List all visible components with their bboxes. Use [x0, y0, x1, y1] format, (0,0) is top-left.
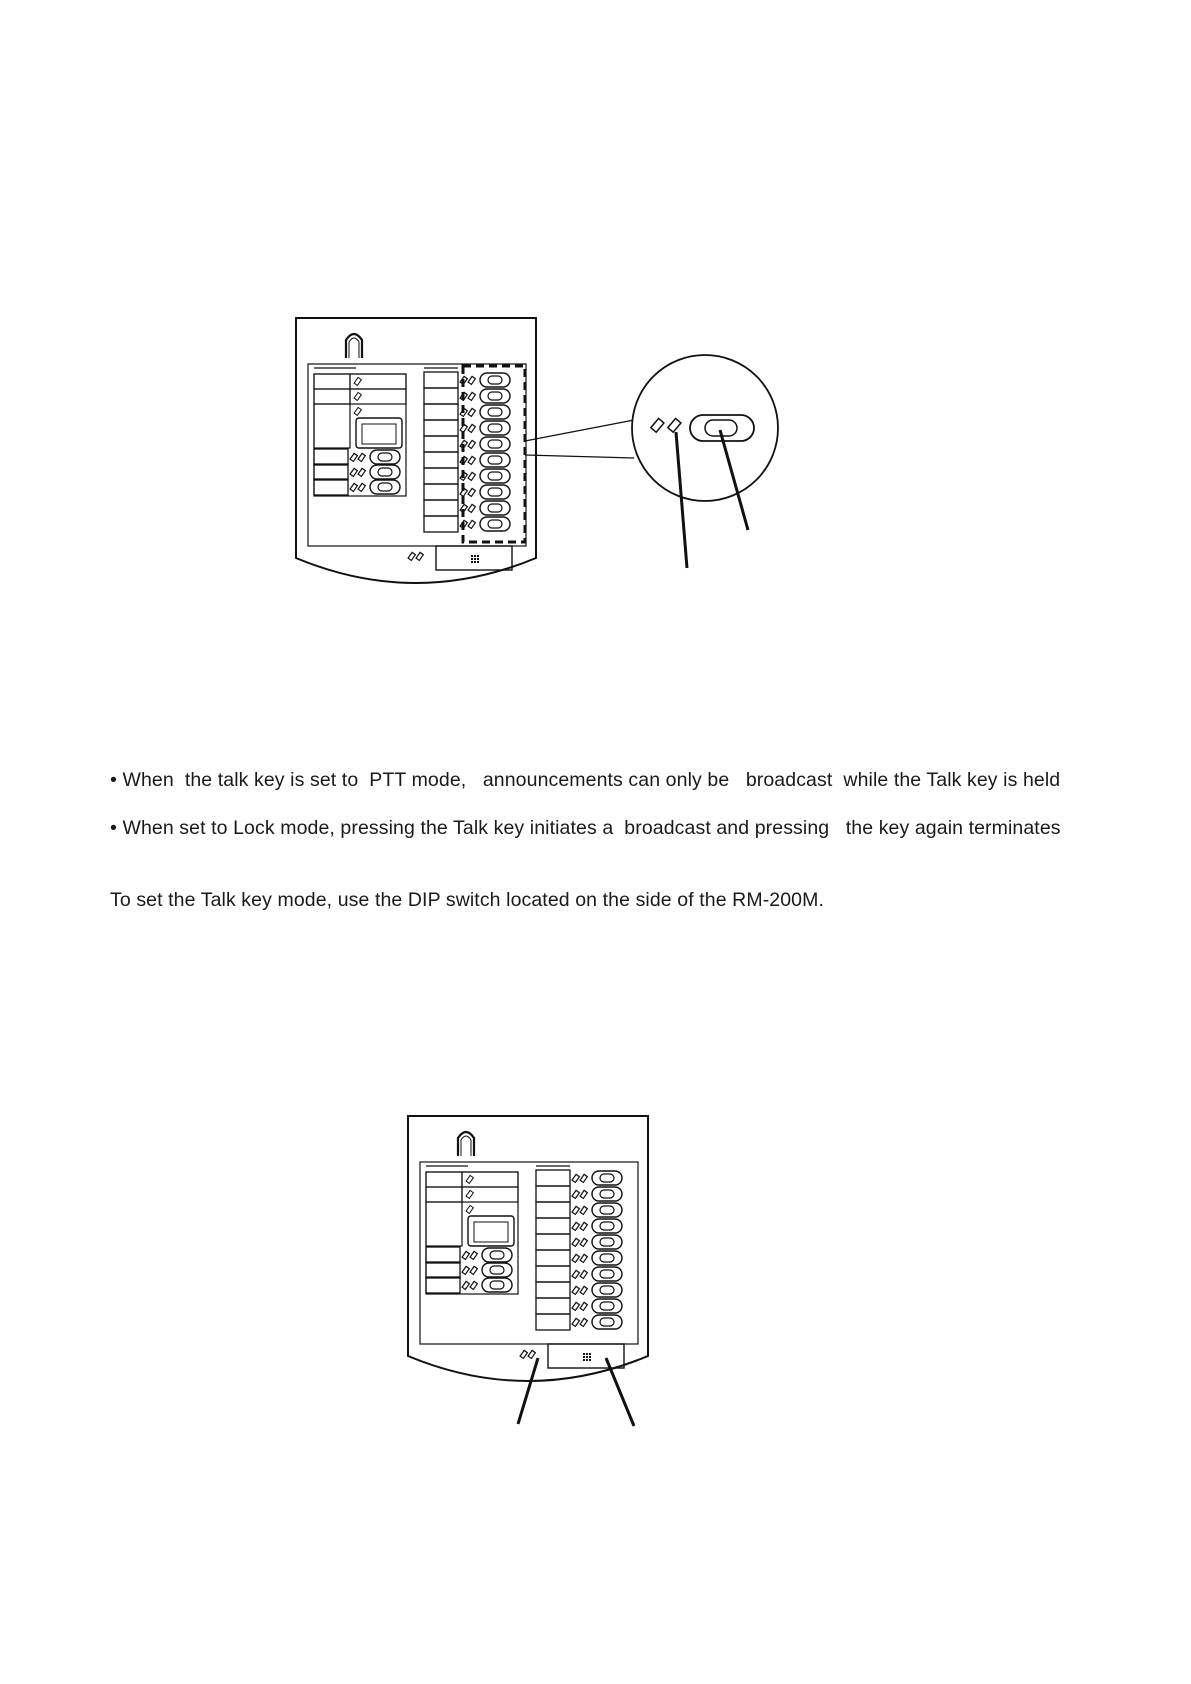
bottom-panel-figure: [408, 1116, 648, 1426]
dip-switch-instruction: To set the Talk key mode, use the DIP switch located on the side of the RM-200M.: [110, 889, 824, 911]
top-panel-figure: [296, 318, 778, 583]
callout-line-lower: [525, 455, 634, 458]
callout-line-upper: [525, 420, 634, 441]
ptt-mode-bullet: • When the talk key is set to PTT mode, announcements can only be broadcast while the Talk key is held: [110, 769, 1061, 791]
bottom-panel-device: [408, 1116, 648, 1381]
lock-mode-bullet: • When set to Lock mode, pressing the Talk key initiates a broadcast and pressing the key again terminates: [110, 817, 1061, 839]
